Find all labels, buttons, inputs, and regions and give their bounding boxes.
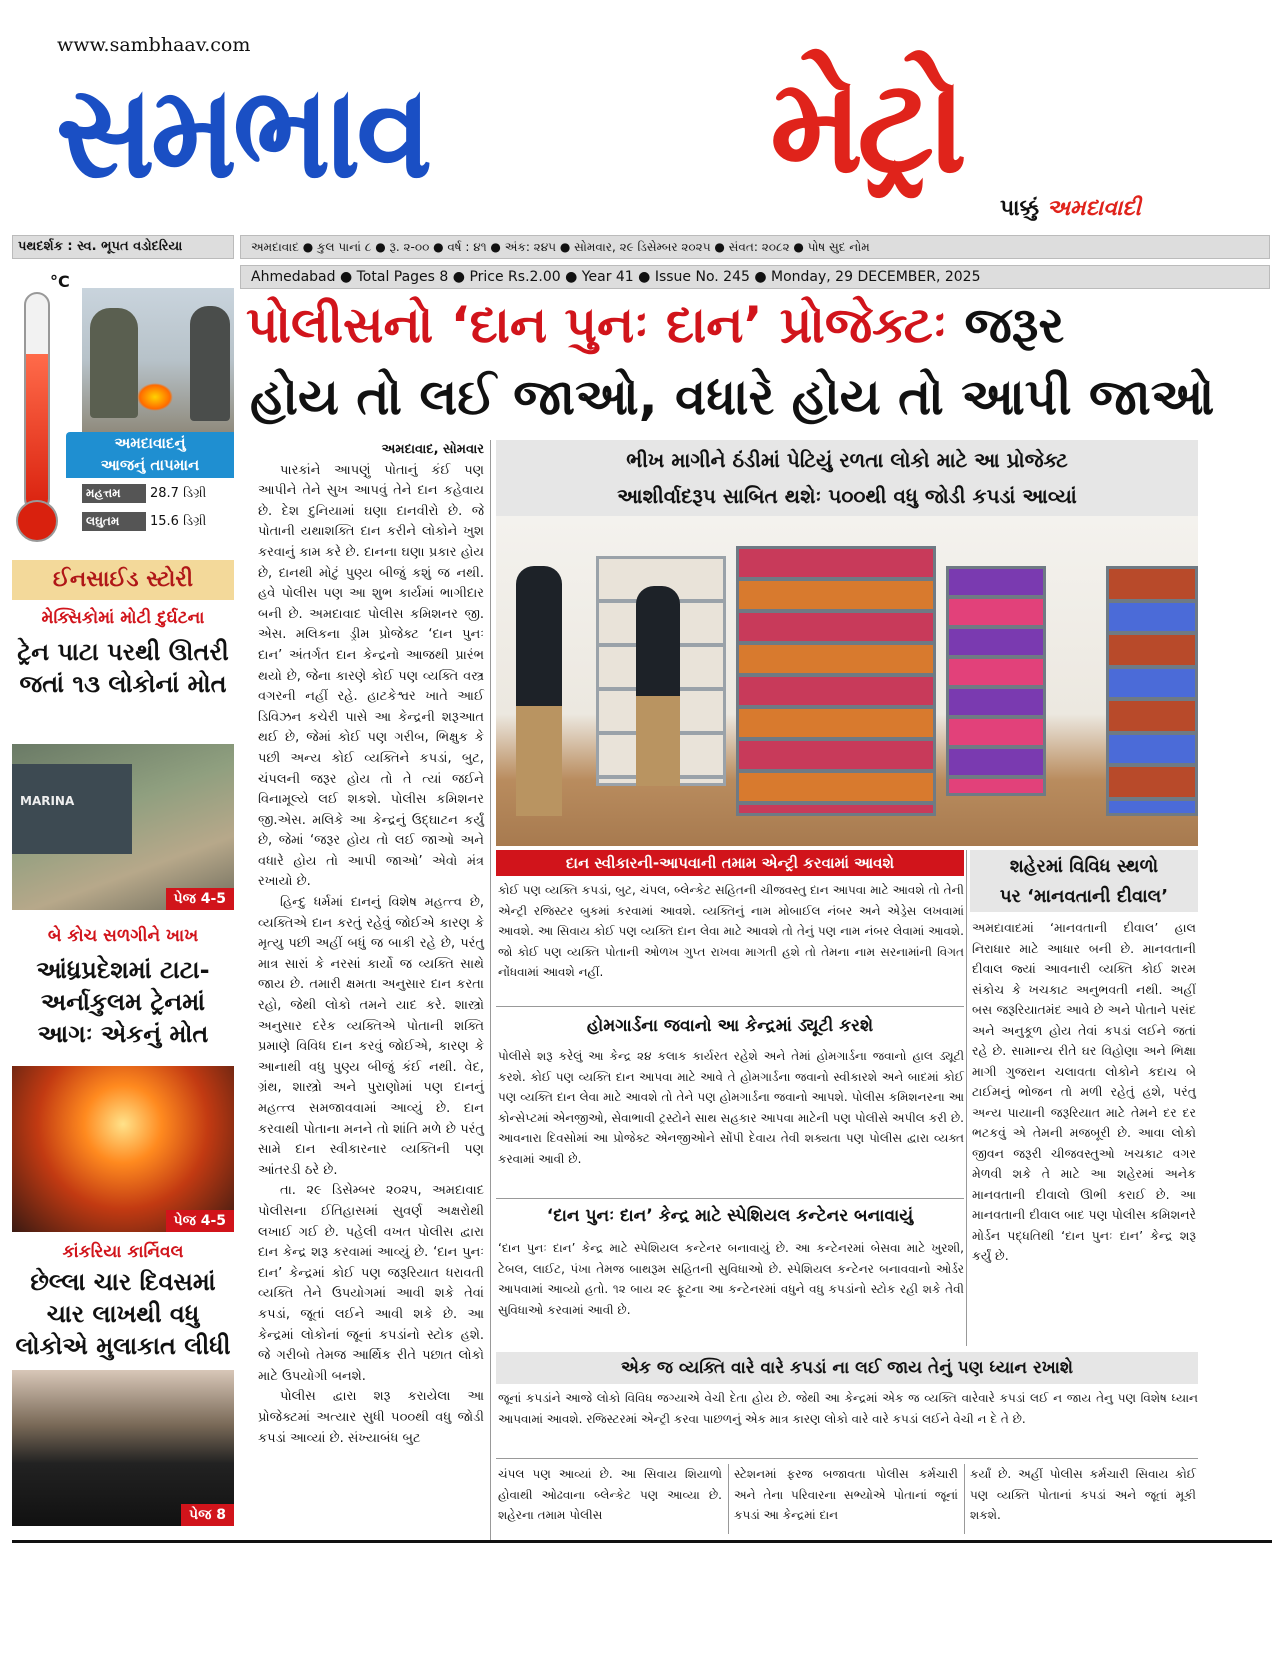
dateline: અમદાવાદ, સોમવાર [381,442,484,457]
column-divider [964,1464,965,1534]
article-para-1: પારકાંને આપણું પોતાનું કંઈ પણ આપીને તેને સુખ આપવું તેને દાન કહેવાય છે. દેશ દુનિયામાં ઘણા દાનવીરો છે. જે પોતાની યથાશક્તિ દાન કરીને લોકોને ખુશ કરવાનું કામ કરે છે. દાનના ઘણા પ્રકાર હોય છે, દાનથી મોટું પુણ્ય બીજું કશું જ નથી. હવે પોલીસ પણ આ શુભ કાર્યમાં ભાગીદાર બની છે. અમદાવાદ પોલીસ કમિશનર જી. એસ. મલિકના ડ્રીમ પ્રોજેક્ટ ‘દાન પુનઃ દાન’ અંતર્ગત દાન કેન્દ્રનો આજથી પ્રારંભ થયો છે, જેના કારણે કોઈ પણ વ્યક્તિ વસ્ત્ર વગરની નહીં રહે. હાટકેશ્વર ખાતે આઈ ડિવિઝન કચેરી પાસે આ કેન્દ્રની શરૂઆત થઈ છે, જેમાં કોઈ પણ ગરીબ, ભિક્ષુક કે પછી અન્ય કોઈ વ્યક્તિને કપડાં, બુટ, ચંપલની જરૂર હોય તો તે ત્યાં જઈને વિનામૂલ્યે લઈ શકશે. પોલીસ કમિશનર જી.એસ. મલિકે આ કેન્દ્રનું ઉદ્ઘાટન કર્યું છે, જેમાં ‘જરૂર હોય તો લઈ જાઓ અને વધારે હોય તો આપી જાઓ’ એવો મંત્ર રખાયો છે. [258,462,484,890]
train-label: MARINA [20,794,75,808]
footer-rule [12,1540,1272,1543]
tagline-prefix: પાક્કું [1000,196,1047,221]
thermometer-bulb [16,500,58,542]
wall-heading-line2: પર ‘માનવતાની દીવાલ’ [999,886,1169,907]
max-temp-label: મહત્તમ [82,484,146,503]
donation-centre-photo [496,516,1198,846]
photo-person-right [190,306,230,421]
continued-column-2: સ્ટેશનમાં ફરજ બજાવતા પોલીસ કર્મચારી અને તેના પરિવારના સભ્યોએ પોતાનાં જૂનાં કપડાં આ કેન્દ્રમાં દાન [734,1467,958,1522]
clothing-shelf-middle [946,566,1046,796]
clothing-shelf-center [736,546,936,816]
container-body: ‘દાન પુનઃ દાન’ કેન્દ્ર માટે સ્પેશિયલ કન્ટેનર બનાવાયું છે. આ કન્ટેનરમાં બેસવા માટે ખુરશી, ટેબલ, લાઈટ, પંખા તેમજ બાથરૂમ સહિતની સુવિધાઓ છે. સ્પેશિયલ કન્ટેનર બનાવવાનો ઓર્ડર આપવામાં આવ્યો હતો. ૧૨ બાય ૨૯ ફૂટના આ કન્ટેનરમાં વધુને વધુ કપડાંનો સ્ટોક રહી શકે તેવી સુવિધાઓ કરવામાં આવી છે. [498,1241,964,1317]
min-temp-value: 15.6 ડિગ્રી [150,514,207,529]
story2-page-tag[interactable]: પેજ 4-5 [166,1210,235,1232]
train-car [12,764,132,854]
story2-kicker[interactable]: બે કોચ સળગીને ખાખ [47,926,199,946]
homeguard-heading: હોમગાર્ડના જવાનો આ કેન્દ્રમાં ડ્યૂટી કરશે [586,1016,874,1036]
max-temp-value: 28.7 ડિગ્રી [150,486,207,501]
continued-column-3: કર્યાં છે. અહીં પોલીસ કર્મચારી સિવાય કોઈ પણ વ્યક્તિ પોતાનાં કપડાં અને જૂતાં મૂકી શકશે. [970,1467,1196,1522]
clothing-shelf-right [1106,566,1198,816]
tagline [1000,196,1141,221]
story3-page-tag[interactable]: પેજ 8 [181,1504,234,1526]
weather-title-line2: આજનું તાપમાન [100,456,200,474]
editor-credit: પથદર્શક : સ્વ. ભૂપત વડોદરિયા [12,235,234,259]
photo-person-left [90,308,138,418]
logo-sambhaav: સમભાવ [56,57,429,207]
story1-page-tag[interactable]: પેજ 4-5 [166,888,235,910]
article-column-1 [258,440,484,1449]
issue-info-gujarati: અમદાવાદ ● કુલ પાનાં ૮ ● રૂ. ૨-૦૦ ● વર્ષ : ૪૧ ● અંક: ૨૪૫ ● સોમવાર, ૨૯ ડિસેમ્બર ૨૦૨૫ ● સંવત: ૨૦૮૨ ● પોષ સુદ નોમ [240,235,1270,259]
officer-1-trousers [516,706,562,816]
homeguard-body: પોલીસે શરૂ કરેલું આ કેન્દ્ર ૨૪ કલાક કાર્યરત રહેશે અને તેમાં હોમગાર્ડના જવાનો હાલ ડ્યૂટી કરશે. કોઈ પણ વ્યક્તિ દાન આપવા માટે આવે તે હોમગાર્ડના જવાનો સ્વીકારશે અને બાદમાં કોઈ પણ વ્યક્તિ દાન લેવા માટે આવશે તો તેને પણ હોમગાર્ડના જવાનો આપશે. પોલીસ કમિશનરના આ કોન્સેપ્ટમાં એનજીઓ, સેવાભાવી ટ્રસ્ટોને સાથ સહકાર આપવા માટેની પણ પોલીસે અપીલ કરી છે. આવનારા દિવસોમાં આ પ્રોજેક્ટ એનજીઓને સોંપી દેવાય તેવી શક્યતા પણ પોલીસ દ્વારા વ્યક્ત કરવામાં આવી છે. [498,1049,964,1166]
weather-photo [82,288,234,433]
section-divider [496,1458,1198,1459]
column-divider [490,440,491,1540]
story2-photo[interactable] [12,1066,234,1232]
wall-body: અમદાવાદમાં ‘માનવતાની દીવાલ’ હાલ નિરાધાર માટે આધાર બની છે. માનવતાની દીવાલ જ્યાં આવનારી વ્યક્તિ કોઈ શરમ સંકોચ કે ખચકાટ અનુભવતી નથી. અહીં બસ જરૂરિયાતમંદ આવે છે અને પોતાને પસંદ અને અનુકૂળ હોય તેવાં કપડાં લઈને જતાં રહે છે. સામાન્ય રીતે ઘર વિહોણા અને ભિક્ષા માગી ગુજરાન ચલાવતા લોકોને કદાચ બે ટાઈમનું ભોજન તો મળી રહેતું હશે, પરંતુ અન્ય પાયાની જરૂરિયાત માટે તેમને દર દર ભટકવું એ તેમની મજબૂરી છે. આવા લોકો જીવન જરૂરી ચીજવસ્તુઓ ખચકાટ વગર મેળવી શકે તે માટે આ શહેરમાં અનેક માનવતાની દીવાલો ઊભી કરાઈ છે. આ માનવતાની દીવાલ બાદ પણ પોલીસ કમિશનરે મોર્ડન પદ્ધતિથી ‘દાન પુનઃ દાન’ કેન્દ્ર શરૂ કર્યું છે. [972,920,1196,1263]
thermometer-icon [24,292,50,512]
container-heading: ‘દાન પુનઃ દાન’ કેન્દ્ર માટે સ્પેશિયલ કન્ટેનર બનાવાયું [546,1206,914,1226]
article-para-2: હિન્દુ ધર્મમાં દાનનું વિશેષ મહત્ત્વ છે, વ્યક્તિએ દાન કરતું રહેવું જોઈએ કારણ કે મૃત્યુ પછી અહીં બધું જ બાકી રહે છે, પરંતુ માત્ર સારાં કે નરસાં કાર્યો જ વ્યક્તિ સાથે જાય છે. તમારી ક્ષમતા અનુસાર દાન કરતા રહો, જેથી લોકો તમને યાદ કરે. શાસ્ત્રો અનુસાર દરેક વ્યક્તિએ પોતાની શક્તિ પ્રમાણે વિવિધ દાન કરવું જોઈએ, કારણ કે આનાથી વધુ પુણ્ય બીજું કંઈ નથી. વેદ, ગ્રંથ, શાસ્ત્રો અને પુરાણોમાં પણ દાનનું મહત્ત્વ સમજાવવામાં આવ્યું છે. દાન કરવાથી પોતાના મનને તો શાંતિ મળે છે પરંતુ સામે દાન સ્વીકારનાર વ્યક્તિની પણ આંતરડી ઠરે છે. [258,895,484,1178]
subheadline [496,440,1198,516]
story1-photo[interactable] [12,744,234,910]
weather-title [66,432,234,478]
section-divider [496,1198,964,1199]
story3-photo[interactable] [12,1370,234,1526]
column-divider [966,850,967,1346]
section-divider [496,1006,964,1007]
main-headline-line1 [246,293,1276,357]
subheadline-line1: ભીખ માગીને ઠંડીમાં પેટિયું રળતા લોકો માટે આ પ્રોજેક્ટ [626,448,1068,472]
headline-red: પોલીસનો ‘દાન પુનઃ દાન’ પ્રોજેક્ટઃ [246,296,948,354]
issue-info-english: Ahmedabad ● Total Pages 8 ● Price Rs.2.00 ● Year 41 ● Issue No. 245 ● Monday, 29 DECEMBER, 2025 [240,265,1270,289]
inside-story-title: ઈનસાઈડ સ્ટોરી [12,560,234,600]
entry-body: કોઈ પણ વ્યક્તિ કપડાં, બુટ, ચંપલ, બ્લેન્કેટ સહિતની ચીજવસ્તુ દાન આપવા માટે આવશે તો તેની એન્ટ્રી રજિસ્ટર બુકમાં કરવામાં આવશે. વ્યક્તિનું નામ મોબાઈલ નંબર અને એડ્રેસ લખવામાં આવશે. આ સિવાય કોઈ પણ વ્યક્તિ દાન લેવા માટે આવશે તો તેનું પણ નામ નંબર લેવામાં આવશે. જો કોઈ પણ વ્યક્તિ પોતાની ઓળખ ગુપ્ત રાખવા માગતી હશે તો તેમના નામ સરનામાંની વિગત નોંધવામાં આવશે નહીં. [498,883,964,979]
thermometer-level [26,354,48,510]
story3-headline[interactable]: છેલ્લા ચાર દિવસમાં ચાર લાખથી વધુ લોકોએ મુલાકાત લીધી [15,1268,231,1360]
logo-metro: મેટ્રો [770,49,962,203]
subheadline-line2: આશીર્વાદરૂપ સાબિત થશેઃ ૫૦૦થી વધુ જોડી કપડાં આવ્યાં [617,484,1077,508]
officer-2-trousers [636,696,680,786]
entry-caption: દાન સ્વીકારની-આપવાની તમામ એન્ટ્રી કરવામાં આવશે [496,850,964,876]
tagline-brand: અમદાવાદી [1046,196,1141,221]
celsius-unit: °C [50,272,70,291]
wall-heading-line1: શહેરમાં વિવિધ સ્થળો [1009,856,1159,877]
max-temp-row [82,484,234,506]
story2-headline[interactable]: આંધ્રપ્રદેશમાં ટાટા-અર્નાકુલમ ટ્રેનમાં આગઃ એકનું મોત [36,956,210,1048]
column-divider [728,1464,729,1534]
story1-headline[interactable]: ટ્રેન પાટા પરથી ઊતરી જતાં ૧૩ લોકોનાં મોત [17,638,229,698]
headline-black: જરૂર [947,296,1065,354]
repeat-heading: એક જ વ્યક્તિ વારે વારે કપડાં ના લઈ જાય તેનું પણ ધ્યાન રખાશે [496,1352,1198,1384]
min-temp-row [82,512,234,534]
main-headline-line2: હોય તો લઈ જાઓ, વધારે હોય તો આપી જાઓ [250,368,1215,426]
min-temp-label: લઘુતમ [82,512,146,531]
story1-kicker[interactable]: મેક્સિકોમાં મોટી દુર્ઘટના [41,608,205,628]
article-para-4: પોલીસ દ્વારા શરૂ કરાયેલા આ પ્રોજેક્ટમાં અત્યાર સુધી ૫૦૦થી વધુ જોડી કપડાં આવ્યાં છે. સંખ્યાબંધ બુટ [258,1389,484,1446]
wall-heading [970,850,1198,912]
repeat-body: જૂનાં કપડાંને આજે લોકો વિવિધ જગ્યાએ વેચી દેતા હોય છે. જેથી આ કેન્દ્રમાં એક જ વ્યક્તિ વારેવારે કપડાં લઈ ન જાય તેનુ પણ વિશેષ ધ્યાન આપવામાં આવશે. રજિસ્ટરમાં એન્ટ્રી કરવા પાછળનું એક માત્ર કારણ લોકો વારે વારે કપડાં લઈને વેચી ન દે તે છે. [498,1391,1198,1426]
website-url[interactable]: www.sambhaav.com [57,34,251,56]
bonfire-icon [137,383,173,411]
continued-column-1: ચંપલ પણ આવ્યાં છે. આ સિવાય શિયાળો હોવાથી ઓઢવાના બ્લેન્કેટ પણ આવ્યા છે. શહેરના તમામ પોલીસ [498,1467,722,1522]
article-para-3: તા. ૨૯ ડિસેમ્બર ૨૦૨૫, અમદાવાદ પોલીસના ઈતિહાસમાં સુવર્ણ અક્ષરોથી લખાઈ ગઈ છે. પહેલી વખત પોલીસ દ્વારા દાન કેન્દ્ર શરૂ કરવામાં આવ્યું છે. ‘દાન પુનઃ દાન’ કેન્દ્રમાં કોઈ પણ જરૂરિયાત ધરાવતી વ્યક્તિ તેને ઉપયોગમાં આવી શકે તેવાં કપડાં, જૂતાં લઈને આવી શકે છે. આ કેન્દ્રમાં લોકોનાં જૂનાં કપડાંનો સ્ટોક હશે. જે ગરીબો તેમજ આર્થિક રીતે પછાત લોકો માટે ઉપયોગી બનશે. [258,1183,484,1384]
story3-kicker[interactable]: કાંકરિયા કાર્નિવલ [62,1242,184,1262]
weather-title-line1: અમદાવાદનું [114,434,186,452]
